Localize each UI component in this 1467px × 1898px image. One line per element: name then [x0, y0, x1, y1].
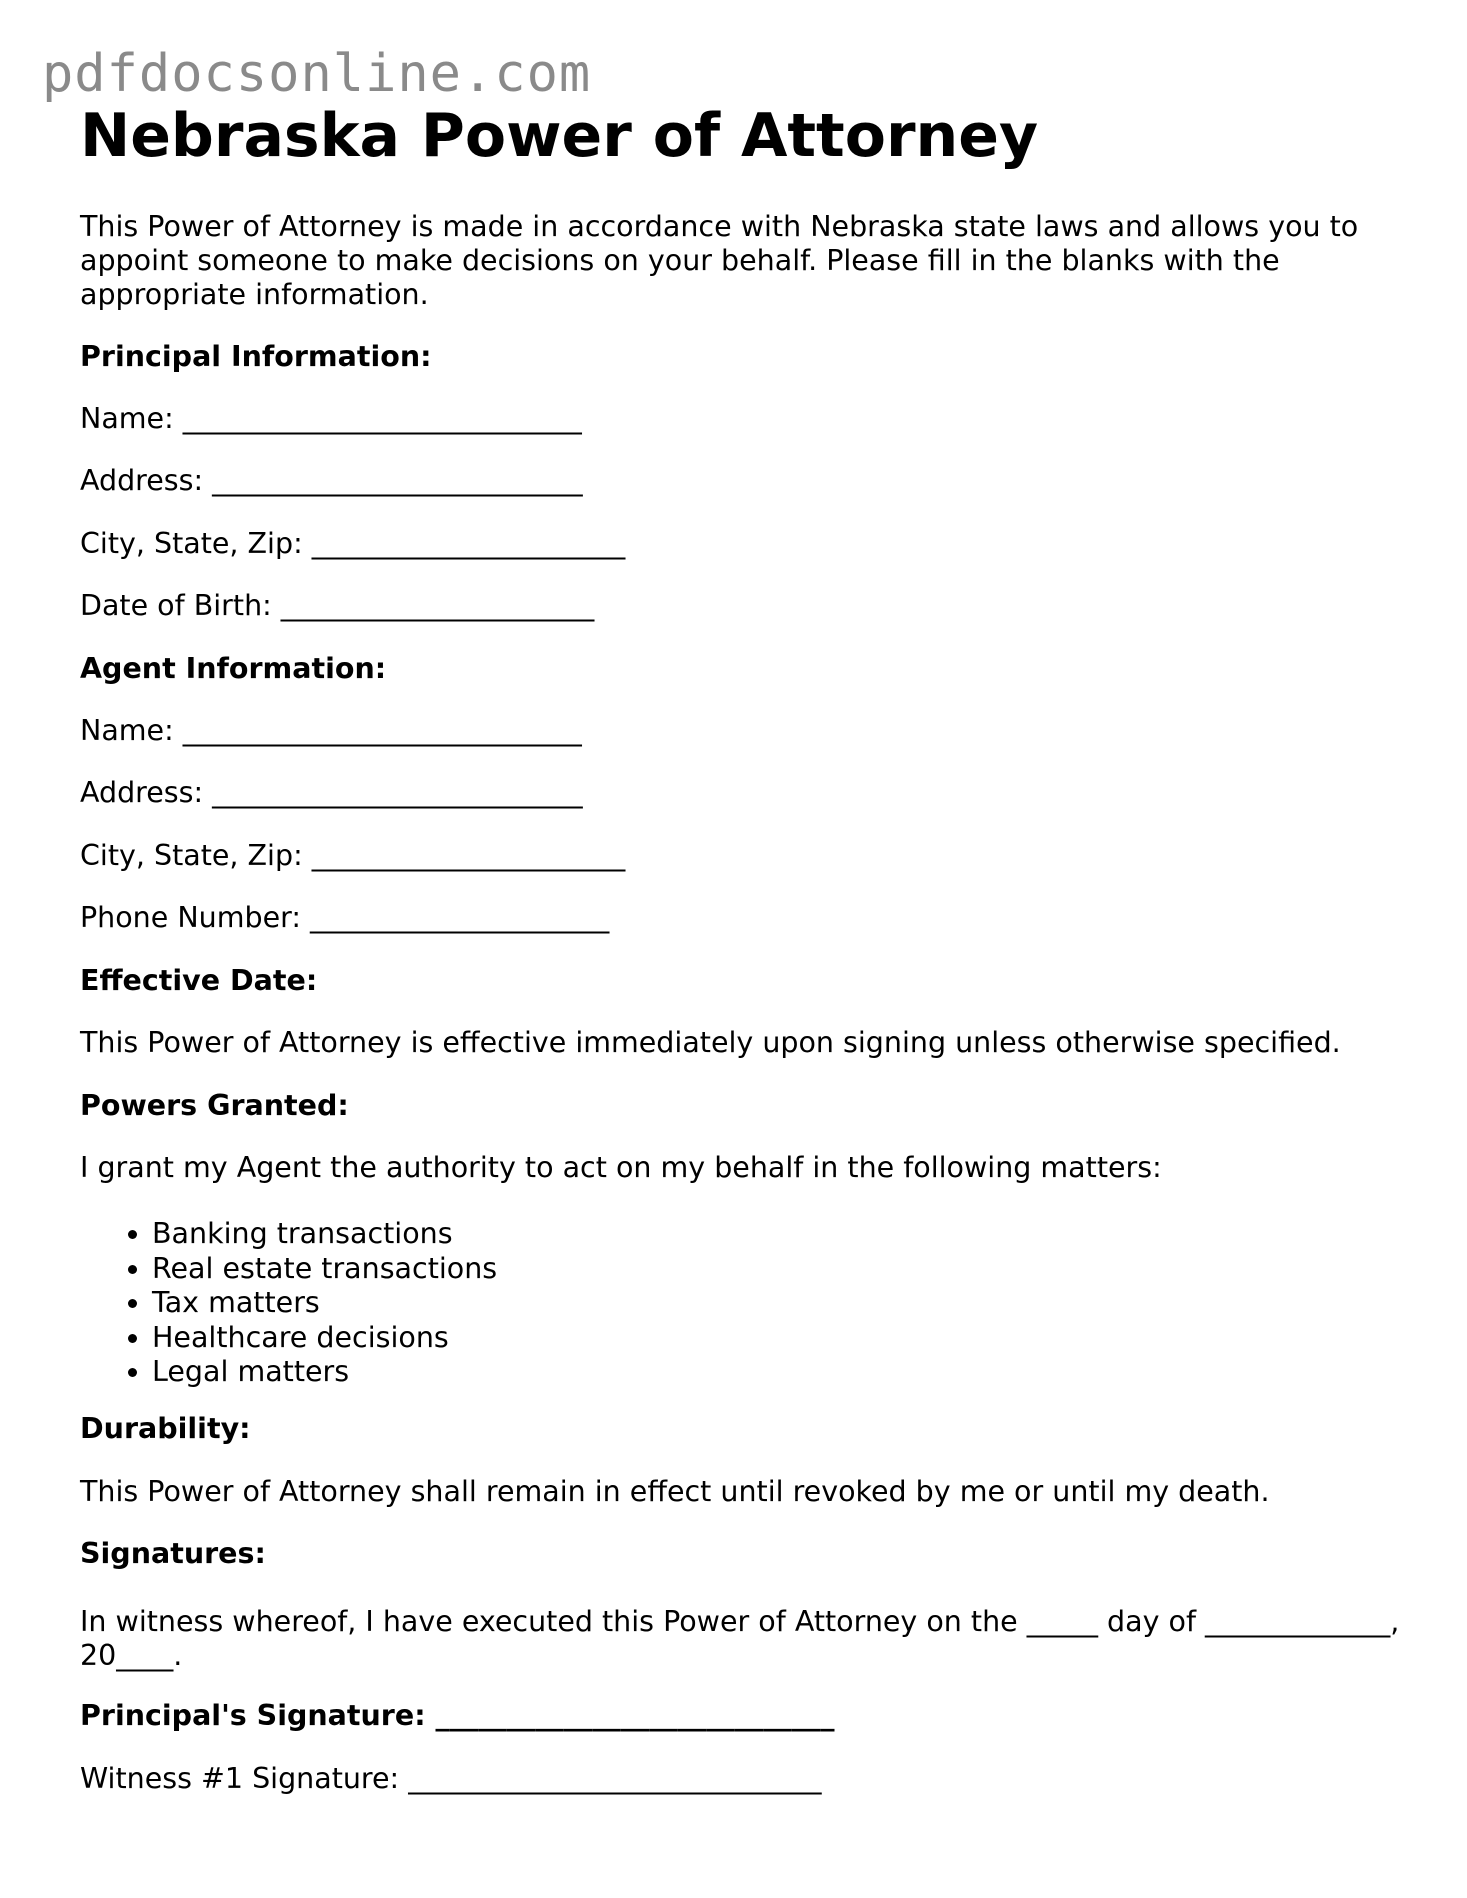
- powers-text: I grant my Agent the authority to act on my behalf in the following matters:: [80, 1151, 1162, 1184]
- list-item: • Healthcare decisions: [152, 1321, 497, 1356]
- witness1-signature-field[interactable]: Witness #1 Signature: _____________________________: [80, 1762, 822, 1795]
- principal-signature-field[interactable]: Principal's Signature: ____________________________: [80, 1699, 835, 1732]
- durability-text: This Power of Attorney shall remain in effect until revoked by me or until my death.: [80, 1475, 1270, 1508]
- principal-name-field[interactable]: Name: ____________________________: [80, 402, 582, 435]
- principal-dob-field[interactable]: Date of Birth: ______________________: [80, 589, 595, 622]
- intro-paragraph: This Power of Attorney is made in accordance with Nebraska state laws and allows you to appoint someone to make decisions on your behalf. Please fill in the blanks with the appropriate information.: [80, 210, 1359, 311]
- powers-heading: Powers Granted:: [80, 1089, 349, 1122]
- document-title: Nebraska Power of Attorney: [80, 101, 1039, 171]
- list-item: • Banking transactions: [152, 1217, 497, 1252]
- witness-text: In witness whereof, I have executed this Power of Attorney on the _____ day of _____________, 20____.: [80, 1605, 1400, 1672]
- list-item: • Tax matters: [152, 1286, 497, 1321]
- powers-list: [80, 1217, 497, 1390]
- effective-date-heading: Effective Date:: [80, 964, 318, 997]
- principal-city-field[interactable]: City, State, Zip: ______________________: [80, 527, 626, 560]
- list-item: • Real estate transactions: [152, 1252, 497, 1287]
- agent-heading: Agent Information:: [80, 652, 387, 685]
- principal-heading: Principal Information:: [80, 340, 432, 373]
- signatures-heading: Signatures:: [80, 1537, 266, 1570]
- agent-city-field[interactable]: City, State, Zip: ______________________: [80, 839, 626, 872]
- watermark: pdfdocsonline.com: [42, 44, 592, 104]
- list-item: • Legal matters: [152, 1355, 497, 1390]
- durability-heading: Durability:: [80, 1412, 251, 1445]
- effective-date-text: This Power of Attorney is effective immediately upon signing unless otherwise specified.: [80, 1026, 1341, 1059]
- agent-address-field[interactable]: Address: __________________________: [80, 776, 583, 809]
- document-page: [80, 100, 1400, 1795]
- agent-phone-field[interactable]: Phone Number: _____________________: [80, 901, 610, 934]
- agent-name-field[interactable]: Name: ____________________________: [80, 714, 582, 747]
- principal-address-field[interactable]: Address: __________________________: [80, 464, 583, 497]
